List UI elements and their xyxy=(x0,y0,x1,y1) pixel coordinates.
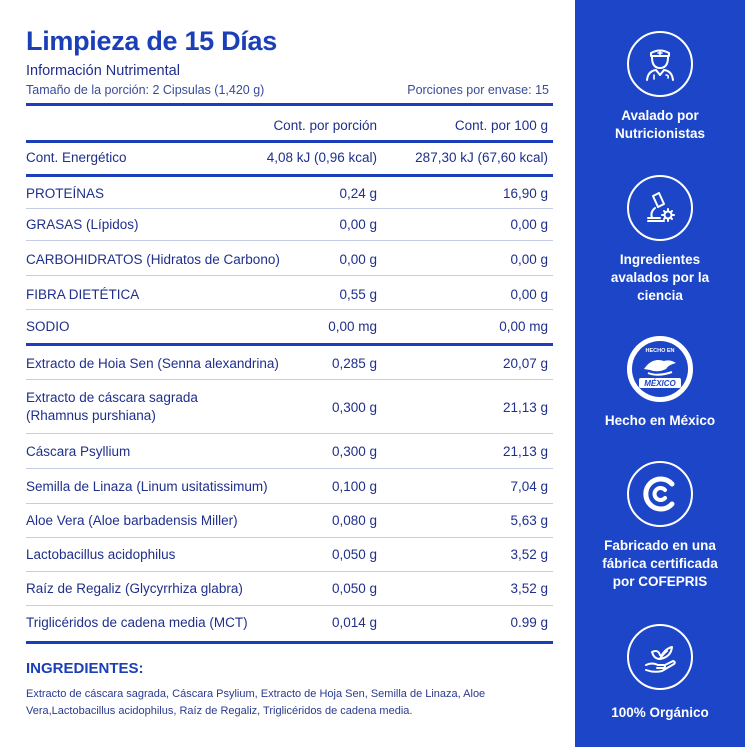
servings-per-container: Porciones por envase: 15 xyxy=(407,83,549,97)
energy-rule xyxy=(26,174,553,177)
extract-row: Extracto de cáscara sagrada (Rhamnus purshiana) 0,300 g 21,13 g xyxy=(26,390,548,423)
column-header-per-serving: Cont. por porción xyxy=(273,117,377,133)
product-title: Limpieza de 15 Días xyxy=(26,26,277,56)
row-divider xyxy=(26,571,553,572)
energy-row xyxy=(26,142,553,172)
energy-per-serving: 4,08 kJ (0,96 kcal) xyxy=(266,149,377,165)
row-divider xyxy=(26,605,553,606)
extract-row: Semilla de Linaza (Linum usitatissimum) 0,100 g 7,04 g xyxy=(26,478,548,494)
column-header-per-100g: Cont. por 100 g xyxy=(454,117,548,133)
section-rule xyxy=(26,343,553,346)
section-subtitle: Información Nutrimental xyxy=(26,63,180,79)
badge-science: Ingredientes avalados por la ciencia xyxy=(575,175,745,305)
nutrient-row: PROTEÍNAS 0,24 g 16,90 g xyxy=(26,185,548,201)
row-divider xyxy=(26,468,553,469)
row-divider xyxy=(26,309,553,310)
row-divider xyxy=(26,379,553,380)
doctor-icon xyxy=(627,31,693,97)
extract-row: Aloe Vera (Aloe barbadensis Miller) 0,080 g 5,63 g xyxy=(26,512,548,528)
certifications-sidebar xyxy=(575,0,745,747)
leaf-hand-icon xyxy=(627,624,693,690)
badge-organic: 100% Orgánico xyxy=(575,624,745,722)
extract-row: Cáscara Psyllium 0,300 g 21,13 g xyxy=(26,443,548,459)
mexico-seal-icon xyxy=(627,336,693,402)
svg-text:HECHO EN: HECHO EN xyxy=(645,348,675,354)
nutrient-row: GRASAS (Lípidos) 0,00 g 0,00 g xyxy=(26,216,548,232)
nutrient-row: FIBRA DIETÉTICA 0,55 g 0,00 g xyxy=(26,286,548,302)
extract-row: Lactobacillus acidophilus 0,050 g 3,52 g xyxy=(26,546,548,562)
ingredients-heading: INGREDIENTES: xyxy=(26,660,144,677)
badge-cofepris: Fabricado en una fábrica certificada por COFEPRIS xyxy=(575,461,745,591)
row-divider xyxy=(26,503,553,504)
table-bottom-rule xyxy=(26,641,553,644)
extract-row: Extracto de Hoia Sen (Senna alexandrina) 0,285 g 20,07 g xyxy=(26,355,548,371)
ingredients-text: Extracto de cáscara sagrada, Cáscara Psylium, Extracto de Hoja Sen, Semilla de Linaza, Aloe Vera,Lactobacillus acidophilus, Raíz de Regaliz, Triglicéridos de cadena media. xyxy=(26,688,486,717)
nutrient-row: CARBOHIDRATOS (Hidratos de Carbono) 0,00 g 0,00 g xyxy=(26,251,548,267)
extract-row: Triglicéridos de cadena media (MCT) 0,014 g 0.99 g xyxy=(26,614,548,630)
svg-text:MÉXICO: MÉXICO xyxy=(644,379,676,388)
cofepris-icon xyxy=(627,461,693,527)
energy-label: Cont. Energético xyxy=(26,149,127,165)
extract-row: Raíz de Regaliz (Glycyrrhiza glabra) 0,050 g 3,52 g xyxy=(26,580,548,596)
row-divider xyxy=(26,275,553,276)
table-top-rule xyxy=(26,103,553,106)
serving-size: Tamaño de la porción: 2 Cipsulas (1,420 g) xyxy=(26,83,265,97)
nutrient-row: SODIO 0,00 mg 0,00 mg xyxy=(26,318,548,334)
badge-made-in-mexico: HECHO EN MÉXICO Hecho en México xyxy=(575,336,745,430)
microscope-icon xyxy=(627,175,693,241)
energy-per-100g: 287,30 kJ (67,60 kcal) xyxy=(415,149,548,165)
row-divider xyxy=(26,433,553,434)
row-divider xyxy=(26,537,553,538)
row-divider xyxy=(26,240,553,241)
badge-nutritionists: Avalado por Nutricionistas xyxy=(575,31,745,143)
table-header-row xyxy=(26,110,553,140)
